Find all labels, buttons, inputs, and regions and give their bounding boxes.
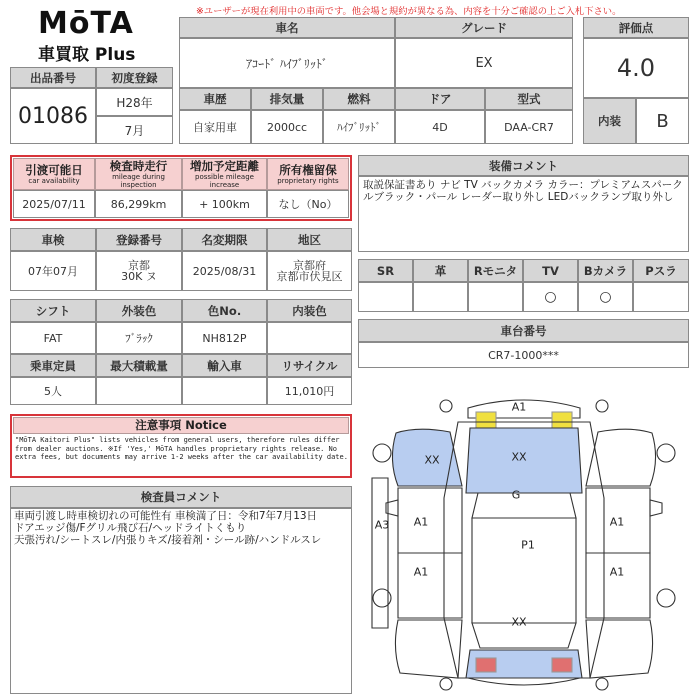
model-label: 型式 <box>485 88 573 110</box>
inspector-comment-text <box>14 510 348 546</box>
equipment-label: 装備コメント <box>358 155 689 176</box>
capacity-value: 5人 <box>10 377 96 405</box>
feature-label-leather: 革 <box>413 259 468 282</box>
color-no-value: NH812P <box>182 322 267 354</box>
displacement-value: 2000cc <box>251 110 323 144</box>
feature-value-sr <box>358 282 413 312</box>
door-value: 4D <box>395 110 485 144</box>
chassis-value: CR7-1000*** <box>358 342 689 368</box>
max-load-value <box>96 377 182 405</box>
first-reg-month: 7月 <box>96 116 173 144</box>
rename-deadline-label: 名変期限 <box>182 228 267 251</box>
availability-header-2 <box>95 158 182 190</box>
import-value <box>182 377 267 405</box>
feature-value-pslide <box>633 282 689 312</box>
plate-label: 登録番号 <box>96 228 182 251</box>
proprietary-label: 所有権留保 <box>279 162 337 177</box>
feature-value-rmonitor <box>468 282 523 312</box>
history-value: 自家用車 <box>179 110 251 144</box>
interior-color-label: 内装色 <box>267 299 352 322</box>
inspector-line-3: 天張汚れ/シートスレ/内張りキズ/接着剤・シール跡/ハンドルスレ <box>14 534 322 546</box>
import-label: 輸入車 <box>182 354 267 377</box>
score-value: 4.0 <box>583 38 689 98</box>
mota-logo: MōTA <box>38 6 134 41</box>
notice-header <box>13 417 349 434</box>
increase-label: 増加予定距離 <box>190 158 259 173</box>
mark-left-rear-door: A1 <box>413 565 429 579</box>
proprietary-sublabel: proprietary rights <box>277 176 339 185</box>
mark-left-front-door: A1 <box>413 515 429 529</box>
increase-value: + 100km <box>182 190 267 218</box>
plate-number: 30K ヌ <box>121 270 157 283</box>
increase-sublabel-2: increase <box>209 180 240 189</box>
region-value <box>267 251 352 291</box>
shift-label: シフト <box>10 299 96 322</box>
interior-color-value <box>267 322 352 354</box>
feature-label-bcamera: Bカメラ <box>578 259 633 282</box>
shift-value: FAT <box>10 322 96 354</box>
interior-value: B <box>636 98 689 144</box>
notice-text: "MōTA Kaitori Plus" lists vehicles from general users, therefore rules differ from dealer auctions. ※If 'Yes,' MōTA handles proprietary rights release. No extra fees, but documents may arrive 1-2 weeks after the car availability date. <box>15 436 348 462</box>
fuel-label: 燃料 <box>323 88 395 110</box>
interior-label: 内装 <box>583 98 636 144</box>
max-load-label: 最大積載量 <box>96 354 182 377</box>
mileage-sublabel-2: inspection <box>120 180 157 189</box>
feature-value-tv: ○ <box>523 282 578 312</box>
mileage-sublabel-1: mileage during <box>112 172 165 181</box>
region-prefecture: 京都府 <box>293 259 326 272</box>
mark-right-rear-door: A1 <box>609 565 625 579</box>
car-name-value: ｱｺｰﾄﾞ ﾊｲﾌﾞﾘｯﾄﾞ <box>179 38 395 88</box>
proprietary-value: なし（No） <box>267 190 349 218</box>
model-value: DAA-CR7 <box>485 110 573 144</box>
taillight-right <box>552 658 572 672</box>
capacity-label: 乗車定員 <box>10 354 96 377</box>
headlight-right <box>552 412 572 428</box>
shaken-value: 07年07月 <box>10 251 96 291</box>
inspector-line-1: 車両引渡し時車検切れの可能性有 車検満了日：令和7年7月13日 <box>14 510 318 522</box>
color-no-label: 色No. <box>182 299 267 322</box>
rename-deadline-value: 2025/08/31 <box>182 251 267 291</box>
mark-bonnet: XX <box>511 450 527 464</box>
first-reg-label: 初度登録 <box>96 67 173 88</box>
headlight-left <box>476 412 496 428</box>
inspector-comment-label: 検査員コメント <box>10 486 352 508</box>
grade-label: グレード <box>395 17 573 38</box>
availability-date: 2025/07/11 <box>13 190 95 218</box>
car-availability-sublabel: car availability <box>28 176 80 185</box>
equipment-text: 取説保証書あり ナビ TV バックカメラ カラー：プレミアムスパークルブラック・パール レーダー取り外し LEDバックランプ取り外し <box>363 179 683 203</box>
region-city: 京都市伏見区 <box>276 270 343 283</box>
recycle-value: 11,010円 <box>267 377 352 405</box>
feature-label-pslide: Pスラ <box>633 259 689 282</box>
mileage-value: 86,299km <box>95 190 182 218</box>
inspector-line-2: ドアエッジ傷/Fグリル飛び石/ヘッドライトくもり <box>14 522 247 534</box>
availability-header-4 <box>267 158 349 190</box>
feature-label-sr: SR <box>358 259 413 282</box>
chassis-label: 車台番号 <box>358 319 689 342</box>
taillight-left <box>476 658 496 672</box>
mark-right-front-door: A1 <box>609 515 625 529</box>
car-availability-label: 引渡可能日 <box>25 162 83 177</box>
shaken-label: 車検 <box>10 228 96 251</box>
mark-front-bumper: A1 <box>511 400 527 414</box>
displacement-label: 排気量 <box>251 88 323 110</box>
first-reg-year: H28年 <box>96 88 173 116</box>
feature-label-tv: TV <box>523 259 578 282</box>
feature-value-leather <box>413 282 468 312</box>
feature-value-bcamera: ○ <box>578 282 633 312</box>
mark-windshield: G <box>511 488 521 502</box>
score-label: 評価点 <box>583 17 689 38</box>
grade-value: EX <box>395 38 573 88</box>
car-name-label: 車名 <box>179 17 395 38</box>
fuel-value: ﾊｲﾌﾞﾘｯﾄﾞ <box>323 110 395 144</box>
availability-header-3 <box>182 158 267 190</box>
listing-no-label: 出品番号 <box>10 67 96 88</box>
mark-left-side: A3 <box>374 518 390 532</box>
notice-label: 注意事項 Notice <box>135 418 227 432</box>
mark-rear-bumper: XX <box>511 615 527 629</box>
listing-no-value: 01086 <box>10 88 96 144</box>
plate-value <box>96 251 182 291</box>
mileage-label: 検査時走行 <box>109 158 168 173</box>
mark-left-fender: XX <box>424 453 440 467</box>
plate-region: 京都 <box>128 259 150 272</box>
exterior-color-value: ﾌﾞﾗｯｸ <box>96 322 182 354</box>
exterior-color-label: 外装色 <box>96 299 182 322</box>
feature-label-rmonitor: Rモニタ <box>468 259 523 282</box>
history-label: 車歴 <box>179 88 251 110</box>
mark-roof: P1 <box>521 538 535 552</box>
availability-header-1 <box>13 158 95 190</box>
mota-logo-subtitle: 車買取 Plus <box>38 45 136 65</box>
increase-sublabel-1: possible mileage <box>195 172 254 181</box>
recycle-label: リサイクル <box>267 354 352 377</box>
door-label: ドア <box>395 88 485 110</box>
region-label: 地区 <box>267 228 352 251</box>
warning-text: ※ユーザーが現在利用中の車両です。他会場と規約が異なる為、内容を十分ご確認の上ご入札下さい。 <box>196 6 622 17</box>
